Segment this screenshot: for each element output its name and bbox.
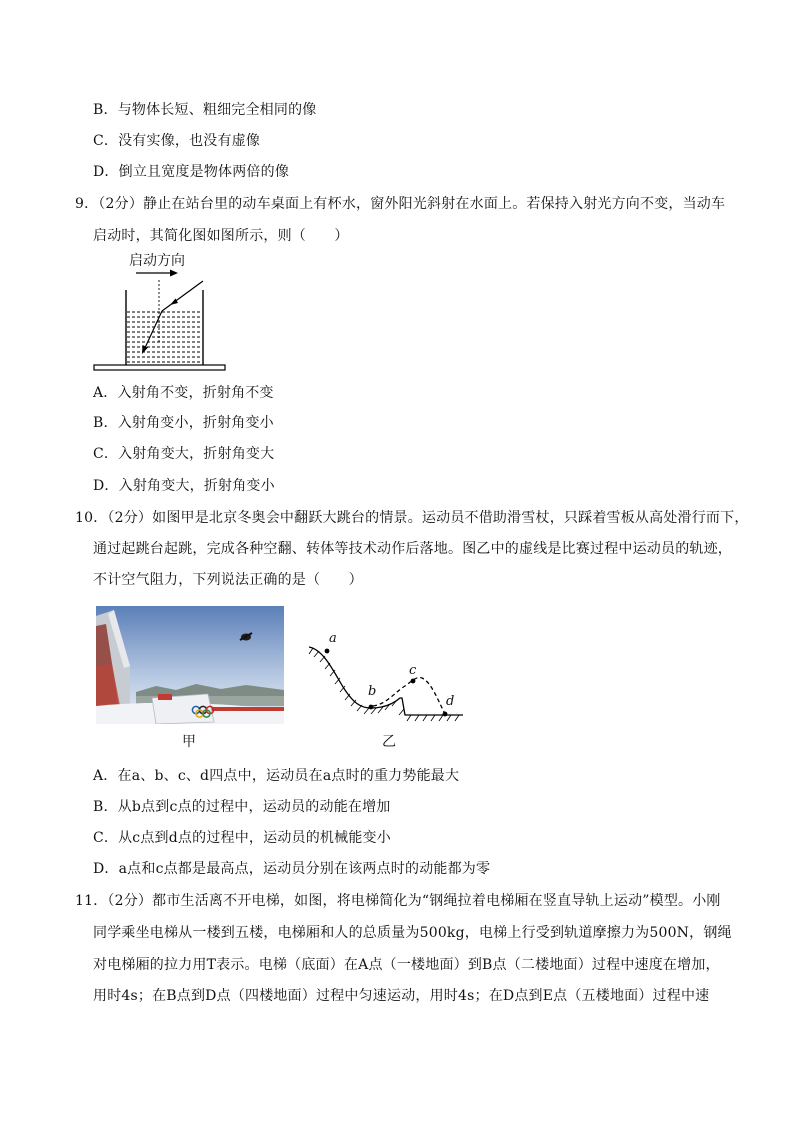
q10-option-d: D．a点和c点都是最高点，运动员分别在该两点时的动能都为零 [93,861,491,877]
q10-trajectory-diagram [305,620,467,732]
q9-water-cup-figure [92,248,228,372]
q10-photo-big-air [96,606,284,724]
q10-option-b: B．从b点到c点的过程中，运动员的动能在增加 [93,799,391,815]
q9-figure-label: 启动方向 [129,253,185,269]
q8-option-d: D．倒立且宽度是物体两倍的像 [93,164,290,180]
q10-caption-jia: 甲 [182,734,196,750]
q10-caption-yi: 乙 [382,734,396,750]
q10-option-c: C．从c点到d点的过程中，运动员的机械能变小 [93,830,391,846]
q10-stem-line2: 通过起跳台起跳，完成各种空翻、转体等技术动作后落地。图乙中的虚线是比赛过程中运动员的轨迹， [93,541,732,557]
point-label-b: b [368,684,377,699]
q11-stem-line1: 11．（2分）都市生活离不开电梯，如图，将电梯简化为“钢绳拉着电梯厢在竖直导轨上运动”模型。小刚 [75,893,721,909]
q10-option-a: A．在a、b、c、d四点中，运动员在a点时的重力势能最大 [93,768,460,784]
q9-stem-line2: 启动时，其简化图如图所示，则（ ） [93,228,349,244]
q10-stem-line1: 10．（2分）如图甲是北京冬奥会中翻跃大跳台的情景。运动员不借助滑雪杖，只踩着雪板从高处滑行而下， [75,510,749,526]
q9-option-a: A．入射角不变，折射角不变 [93,385,274,401]
point-label-c: c [409,663,417,678]
q9-stem-line1: 9．（2分）静止在站台里的动车桌面上有杯水，窗外阳光斜射在水面上。若保持入射光方向不变，当动车 [75,196,726,212]
point-label-d: d [446,694,455,709]
q8-option-c: C．没有实像，也没有虚像 [93,133,261,149]
point-label-a: a [329,631,337,646]
q8-option-b: B．与物体长短、粗细完全相同的像 [93,102,317,118]
q10-stem-line3: 不计空气阻力，下列说法正确的是（ ） [93,572,363,588]
q11-stem-line2: 同学乘坐电梯从一楼到五楼，电梯厢和人的总质量为500kg，电梯上行受到轨道摩擦力为500N，钢绳 [93,925,732,941]
q9-option-d: D．入射角变大，折射角变小 [93,478,275,494]
q9-option-b: B．入射角变小，折射角变小 [93,415,274,431]
q9-option-c: C．入射角变大，折射角变大 [93,446,275,462]
q11-stem-line4: 用时4s；在B点到D点（四楼地面）过程中匀速运动，用时4s；在D点到E点（五楼地面）过程中速 [93,988,710,1004]
q11-stem-line3: 对电梯厢的拉力用T表示。电梯（底面）在A点（一楼地面）到B点（二楼地面）过程中速度在增加， [93,957,720,973]
